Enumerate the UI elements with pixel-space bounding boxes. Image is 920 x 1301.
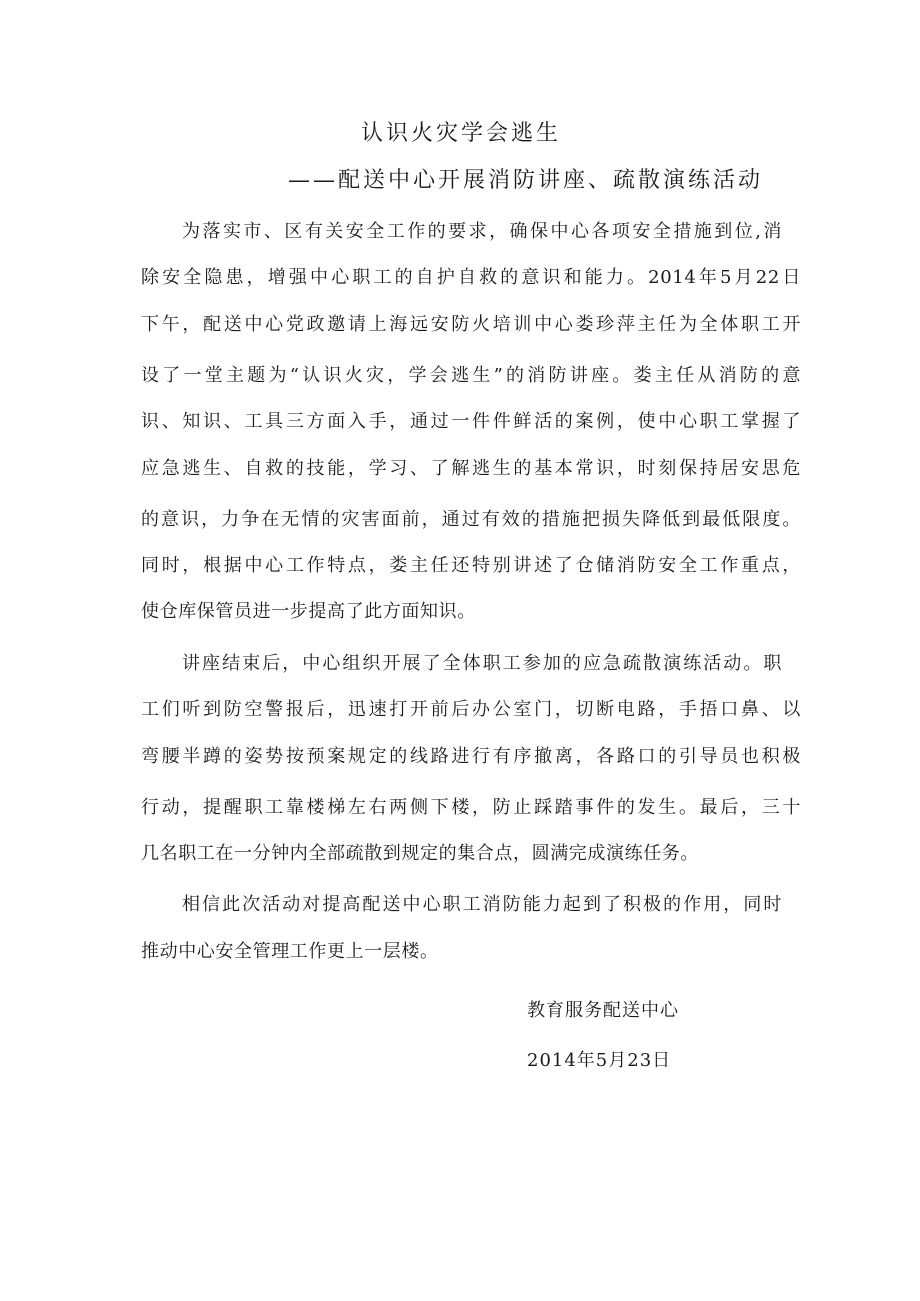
paragraph-line: 同时，根据中心工作特点，娄主任还特别讲述了仓储消防安全工作重点， xyxy=(141,555,801,576)
paragraph-line: 的意识，力争在无情的灾害面前，通过有效的措施把损失降低到最低限度。 xyxy=(141,509,801,530)
paragraph-line: 使仓库保管员进一步提高了此方面知识。 xyxy=(141,601,476,622)
paragraph-line: 设了一堂主题为“认识火灾，学会逃生”的消防讲座。娄主任从消防的意 xyxy=(141,365,801,386)
paragraph-line: 讲座结束后，中心组织开展了全体职工参加的应急疏散演练活动。职 xyxy=(182,653,782,674)
paragraph-line: 几名职工在一分钟内全部疏散到规定的集合点，圆满完成演练任务。 xyxy=(141,843,699,864)
paragraph-line: 识、知识、工具三方面入手，通过一件件鲜活的案例，使中心职工掌握了 xyxy=(141,411,801,432)
signature-organization: 教育服务配送中心 xyxy=(527,1000,679,1021)
paragraph-line: 相信此次活动对提高配送中心职工消防能力起到了积极的作用，同时 xyxy=(182,894,782,915)
paragraph-line: 工们听到防空警报后，迅速打开前后办公室门，切断电路，手捂口鼻、以 xyxy=(141,699,801,720)
signature-date: 2014年5月23日 xyxy=(527,1050,672,1071)
paragraph-line: 为落实市、区有关安全工作的要求，确保中心各项安全措施到位,消 xyxy=(182,221,782,242)
document-subtitle: ——配送中心开展消防讲座、疏散演练活动 xyxy=(288,168,764,193)
paragraph-line: 弯腰半蹲的姿势按预案规定的线路进行有序撤离，各路口的引导员也积极 xyxy=(141,746,801,767)
paragraph-line: 除安全隐患，增强中心职工的自护自救的意识和能力。2014年5月22日 xyxy=(141,267,801,288)
paragraph-line: 下午，配送中心党政邀请上海远安防火培训中心娄珍萍主任为全体职工开 xyxy=(141,314,801,335)
paragraph-line: 应急逃生、自救的技能，学习、了解逃生的基本常识，时刻保持居安思危 xyxy=(141,458,801,479)
document-title: 认识火灾学会逃生 xyxy=(361,121,562,146)
paragraph-line: 推动中心安全管理工作更上一层楼。 xyxy=(141,941,439,962)
paragraph-line: 行动，提醒职工靠楼梯左右两侧下楼，防止踩踏事件的发生。最后，三十 xyxy=(141,797,801,818)
